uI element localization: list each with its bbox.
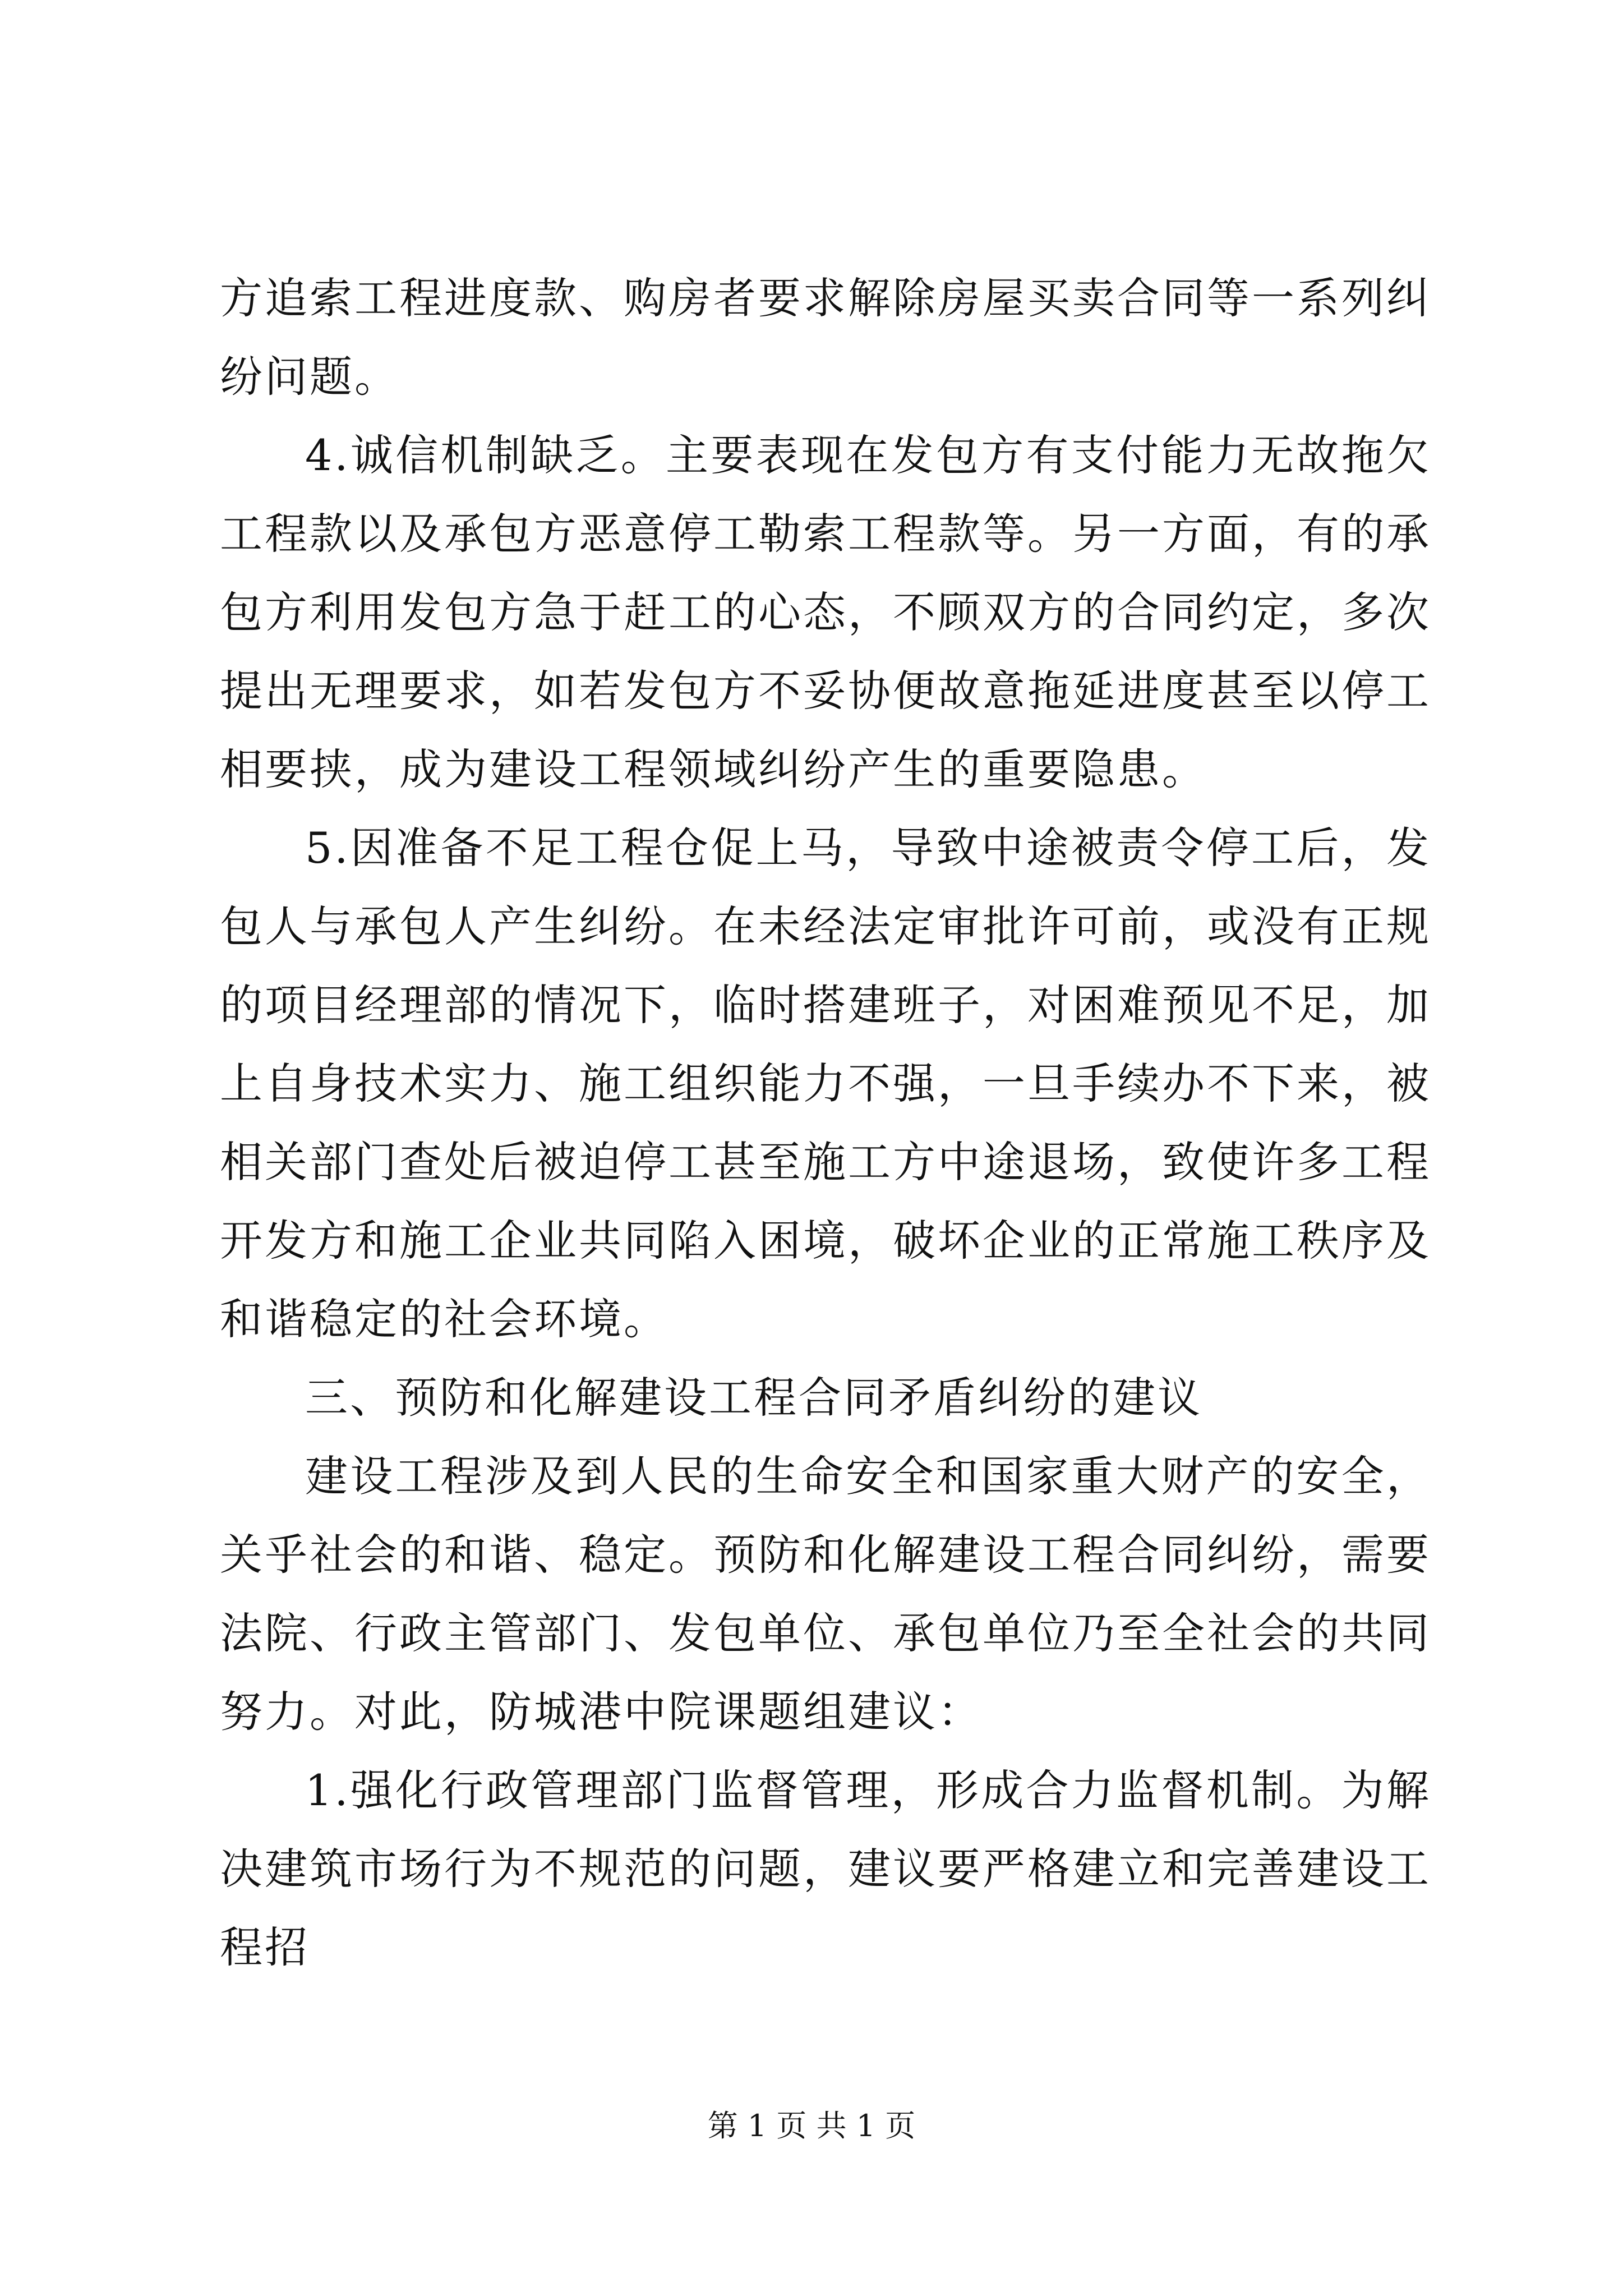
paragraph-1: 方追索工程进度款、购房者要求解除房屋买卖合同等一系列纠纷问题。 <box>220 273 1431 402</box>
paragraph-5: 1.强化行政管理部门监督管理，形成合力监督机制。为解决建筑市场行为不规范的问题，建议要严格建立和完善建设工程招 <box>220 1765 1431 1972</box>
paragraph-2: 4.诚信机制缺乏。主要表现在发包方有支付能力无故拖欠工程款以及承包方恶意停工勒索工程款等。另一方面，有的承包方利用发包方急于赶工的心态，不顾双方的合同约定，多次提出无理要求，如若发包方不妥协便故意拖延进度甚至以停工相要挟，成为建设工程领域纠纷产生的重要隐患。 <box>220 430 1431 794</box>
section-heading: 三、预防和化解建设工程合同矛盾纠纷的建议 <box>305 1373 1202 1423</box>
page-footer: 第 1 页 共 1 页 <box>707 2108 916 2143</box>
document-body <box>220 259 1431 1987</box>
paragraph-4: 建设工程涉及到人民的生命安全和国家重大财产的安全，关乎社会的和谐、稳定。预防和化解建设工程合同纠纷，需要法院、行政主管部门、发包单位、承包单位乃至全社会的共同努力。对此，防城港中院课题组建议： <box>220 1451 1431 1737</box>
paragraph-3: 5.因准备不足工程仓促上马，导致中途被责令停工后，发包人与承包人产生纠纷。在未经法定审批许可前，或没有正规的项目经理部的情况下，临时搭建班子，对困难预见不足，加上自身技术实力、施工组织能力不强，一旦手续办不下来，被相关部门查处后被迫停工甚至施工方中途退场，致使许多工程开发方和施工企业共同陷入困境，破坏企业的正常施工秩序及和谐稳定的社会环境。 <box>220 823 1431 1344</box>
